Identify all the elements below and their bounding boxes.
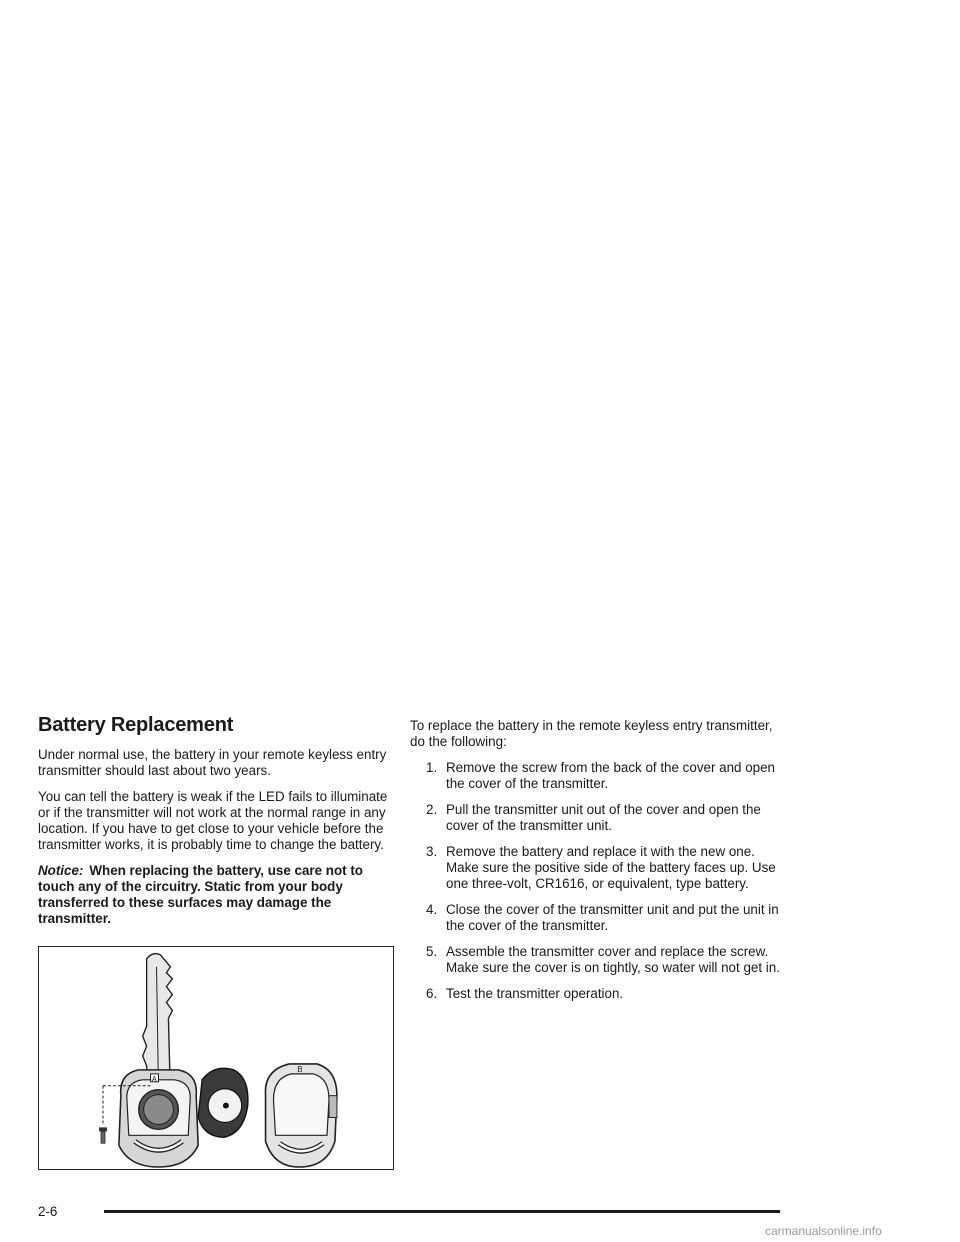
step-item	[426, 844, 780, 892]
step-text: Close the cover of the transmitter unit and put the unit in the cover of the transmitter.	[446, 902, 779, 933]
step-item	[426, 802, 780, 834]
paragraph-weak-battery: You can tell the battery is weak if the LED fails to illuminate or if the transmitter will not work at the normal range in any location. If you have to get close to your vehicle before the transmitter works, it is probably time to change the battery.	[38, 789, 388, 852]
key-transmitter-drawing	[39, 947, 393, 1169]
step-text: Assemble the transmitter cover and replace the screw. Make sure the cover is on tightly, so water will not get in.	[446, 944, 780, 975]
transmitter-left	[119, 1070, 198, 1167]
step-number: 5.	[426, 944, 438, 959]
mark-b: B	[297, 1064, 303, 1074]
step-number: 1.	[426, 760, 438, 775]
step-item	[426, 986, 780, 1002]
step-number: 6.	[426, 986, 438, 1001]
page-number: 2-6	[38, 1204, 58, 1219]
step-number: 2.	[426, 802, 438, 817]
steps-list	[410, 760, 780, 1002]
paragraph-battery-life: Under normal use, the battery in your remote keyless entry transmitter should last about two years.	[38, 747, 387, 778]
footer-divider	[104, 1210, 780, 1213]
step-text: Remove the screw from the back of the cover and open the cover of the transmitter.	[446, 760, 775, 791]
step-item	[426, 760, 780, 792]
mark-a: A	[151, 1074, 157, 1084]
left-column	[38, 714, 398, 937]
step-item	[426, 944, 780, 976]
step-number: 4.	[426, 902, 438, 917]
transmitter-unit	[198, 1068, 248, 1137]
right-column	[410, 718, 780, 1012]
step-text: Remove the battery and replace it with the new one. Make sure the positive side of the battery faces up. Use one three-volt, CR1616, or equivalent, type battery.	[446, 844, 776, 891]
notice-text: When replacing the battery, use care not to touch any of the circuitry. Static from your body transferred to these surfaces may damage the transmitter.	[38, 863, 363, 926]
transmitter-cover	[265, 1064, 336, 1167]
notice	[38, 863, 398, 927]
key-transmitter-illustration	[38, 946, 394, 1170]
step-number: 3.	[426, 844, 438, 859]
step-item	[426, 902, 780, 934]
section-title: Battery Replacement	[38, 714, 234, 736]
step-text: Pull the transmitter unit out of the cover and open the cover of the transmitter unit.	[446, 802, 761, 833]
instructions-intro: To replace the battery in the remote keyless entry transmitter, do the following:	[410, 718, 773, 749]
step-text: Test the transmitter operation.	[446, 986, 624, 1001]
notice-label: Notice:	[38, 863, 84, 878]
watermark-link[interactable]: carmanualsonline.info	[765, 1224, 882, 1238]
